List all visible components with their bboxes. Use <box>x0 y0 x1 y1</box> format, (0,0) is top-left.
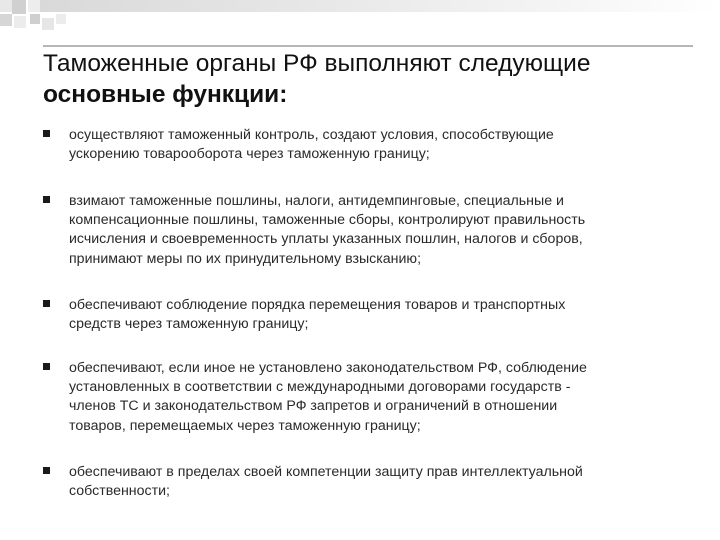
square-bullet-icon <box>43 467 50 474</box>
title-rule <box>43 45 693 47</box>
slide-title <box>43 48 703 110</box>
list-item-text: обеспечивают, если иное не установлено законодательством РФ, соблюдение установленных в соответствии с международными договорами государств - членов ТС и законодательством РФ запретов и ограничений в отношении товаров, перемещаемых через таможенную границу; <box>69 360 587 434</box>
square-bullet-icon <box>43 363 50 370</box>
list-item-text: взимают таможенные пошлины, налоги, антидемпинговые, специальные и компенсационные пошлины, таможенные сборы, контролируют правильность исчисления и своевременность уплаты указанных пошлин, налогов и сборов, принимают меры по их принудительному взысканию; <box>69 193 586 267</box>
title-line-1: Таможенные органы РФ выполняют следующие <box>43 50 591 77</box>
square-bullet-icon <box>43 300 50 307</box>
list-item-text: обеспечивают в пределах своей компетенции защиту прав интеллектуальной собственности; <box>69 464 583 500</box>
list-item-text: осуществляют таможенный контроль, создают условия, способствующие ускорению товарооборота через таможенную границу; <box>69 127 554 163</box>
list-item-text: обеспечивают соблюдение порядка перемещения товаров и транспортных средств через таможенную границу; <box>69 297 566 333</box>
decorative-squares-header <box>0 0 720 40</box>
title-line-2: основные функции: <box>43 81 288 108</box>
square-bullet-icon <box>43 130 50 137</box>
square-bullet-icon <box>43 196 50 203</box>
